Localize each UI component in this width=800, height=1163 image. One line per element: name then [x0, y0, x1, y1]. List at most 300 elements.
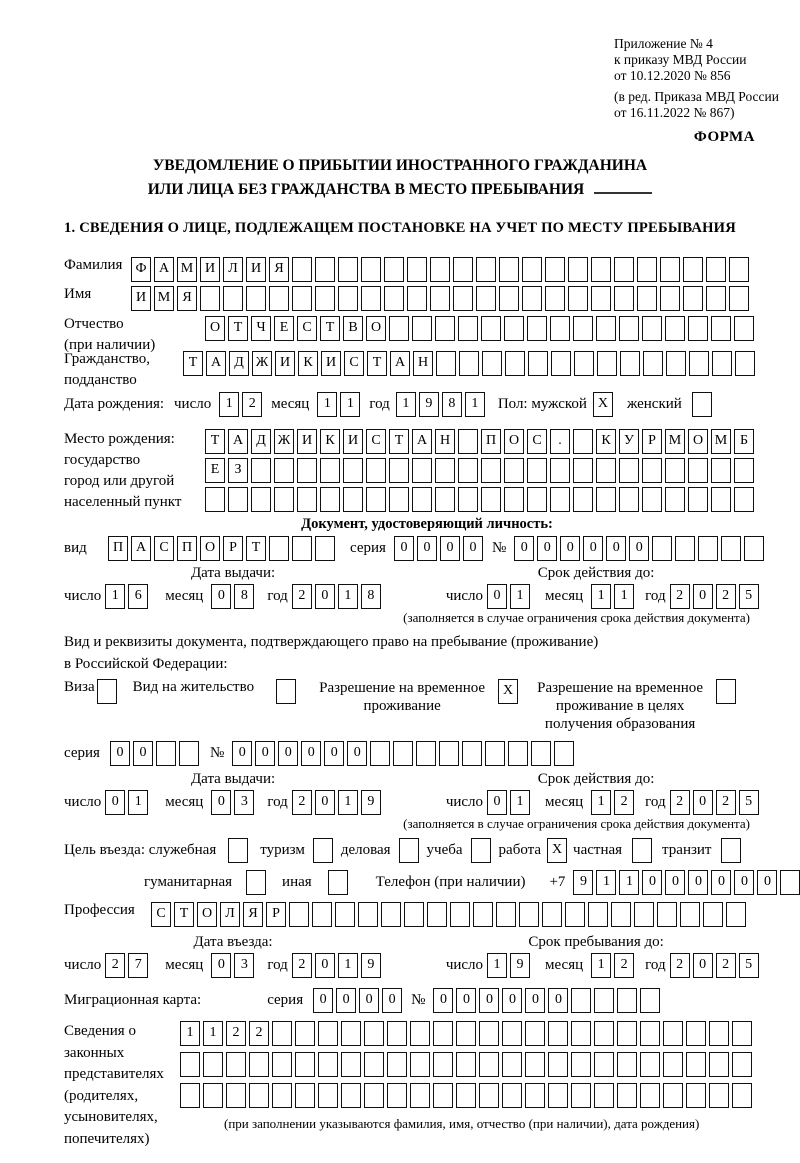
char-cell[interactable]: 5: [739, 790, 759, 815]
char-cell[interactable]: 0: [105, 790, 125, 815]
char-cell[interactable]: [315, 257, 335, 282]
char-cell[interactable]: 0: [629, 536, 649, 561]
char-cell[interactable]: [712, 351, 732, 376]
char-cell[interactable]: О: [205, 316, 225, 341]
char-cell[interactable]: З: [228, 458, 248, 483]
char-cell[interactable]: [634, 902, 654, 927]
char-cell[interactable]: [591, 286, 611, 311]
char-cell[interactable]: [297, 458, 317, 483]
char-cell[interactable]: [251, 487, 271, 512]
char-cell[interactable]: [387, 1021, 407, 1046]
char-cell[interactable]: [554, 741, 574, 766]
char-cell[interactable]: Е: [274, 316, 294, 341]
char-cell[interactable]: 2: [670, 584, 690, 609]
char-cell[interactable]: И: [200, 257, 220, 282]
char-cell[interactable]: 0: [606, 536, 626, 561]
char-cell[interactable]: [318, 1052, 338, 1077]
char-cell[interactable]: И: [246, 257, 266, 282]
char-cell[interactable]: О: [366, 316, 386, 341]
char-cell[interactable]: [640, 1083, 660, 1108]
char-cell[interactable]: [295, 1021, 315, 1046]
char-cell[interactable]: [522, 257, 542, 282]
char-cell[interactable]: [226, 1083, 246, 1108]
char-cell[interactable]: [617, 988, 637, 1013]
purpose-work-checkbox[interactable]: X: [547, 838, 567, 863]
char-cell[interactable]: 5: [739, 953, 759, 978]
char-cell[interactable]: [320, 487, 340, 512]
char-cell[interactable]: [456, 1021, 476, 1046]
char-cell[interactable]: С: [366, 429, 386, 454]
char-cell[interactable]: 0: [642, 870, 662, 895]
char-cell[interactable]: [663, 1052, 683, 1077]
char-cell[interactable]: [479, 1021, 499, 1046]
char-cell[interactable]: [249, 1083, 269, 1108]
char-cell[interactable]: Т: [228, 316, 248, 341]
char-cell[interactable]: К: [320, 429, 340, 454]
char-cell[interactable]: [180, 1083, 200, 1108]
char-cell[interactable]: [596, 316, 616, 341]
purpose-other-checkbox[interactable]: [328, 870, 348, 895]
char-cell[interactable]: [297, 487, 317, 512]
female-checkbox[interactable]: [692, 392, 712, 417]
char-cell[interactable]: [505, 351, 525, 376]
char-cell[interactable]: Б: [734, 429, 754, 454]
char-cell[interactable]: [665, 458, 685, 483]
char-cell[interactable]: [318, 1021, 338, 1046]
char-cell[interactable]: [531, 741, 551, 766]
char-cell[interactable]: П: [177, 536, 197, 561]
char-cell[interactable]: [734, 458, 754, 483]
char-cell[interactable]: [453, 286, 473, 311]
char-cell[interactable]: [519, 902, 539, 927]
char-cell[interactable]: [706, 286, 726, 311]
char-cell[interactable]: 0: [110, 741, 130, 766]
char-cell[interactable]: [729, 286, 749, 311]
char-cell[interactable]: Ж: [274, 429, 294, 454]
char-cell[interactable]: [502, 1083, 522, 1108]
char-cell[interactable]: 2: [670, 790, 690, 815]
char-cell[interactable]: [780, 870, 800, 895]
char-cell[interactable]: 1: [619, 870, 639, 895]
char-cell[interactable]: 0: [359, 988, 379, 1013]
char-cell[interactable]: 0: [315, 953, 335, 978]
char-cell[interactable]: [683, 286, 703, 311]
char-cell[interactable]: [407, 286, 427, 311]
char-cell[interactable]: А: [412, 429, 432, 454]
char-cell[interactable]: 1: [338, 584, 358, 609]
char-cell[interactable]: 1: [591, 584, 611, 609]
char-cell[interactable]: 0: [211, 953, 231, 978]
char-cell[interactable]: А: [390, 351, 410, 376]
char-cell[interactable]: Е: [205, 458, 225, 483]
char-cell[interactable]: И: [275, 351, 295, 376]
char-cell[interactable]: 1: [614, 584, 634, 609]
char-cell[interactable]: [617, 1083, 637, 1108]
char-cell[interactable]: О: [200, 536, 220, 561]
purpose-transit-checkbox[interactable]: [721, 838, 741, 863]
char-cell[interactable]: Ч: [251, 316, 271, 341]
char-cell[interactable]: 0: [583, 536, 603, 561]
char-cell[interactable]: [614, 286, 634, 311]
residence-permit-checkbox[interactable]: [276, 679, 296, 704]
char-cell[interactable]: [711, 458, 731, 483]
char-cell[interactable]: [364, 1083, 384, 1108]
char-cell[interactable]: [407, 257, 427, 282]
char-cell[interactable]: О: [688, 429, 708, 454]
char-cell[interactable]: [688, 487, 708, 512]
char-cell[interactable]: [734, 316, 754, 341]
purpose-official-checkbox[interactable]: [228, 838, 248, 863]
temp-permit-checkbox[interactable]: X: [498, 679, 518, 704]
char-cell[interactable]: У: [619, 429, 639, 454]
char-cell[interactable]: 0: [211, 790, 231, 815]
char-cell[interactable]: [458, 429, 478, 454]
char-cell[interactable]: [663, 1021, 683, 1046]
char-cell[interactable]: 0: [548, 988, 568, 1013]
char-cell[interactable]: 0: [301, 741, 321, 766]
char-cell[interactable]: [637, 286, 657, 311]
char-cell[interactable]: С: [151, 902, 171, 927]
char-cell[interactable]: [689, 351, 709, 376]
char-cell[interactable]: 0: [313, 988, 333, 1013]
char-cell[interactable]: [527, 316, 547, 341]
char-cell[interactable]: 1: [317, 392, 337, 417]
char-cell[interactable]: [686, 1021, 706, 1046]
char-cell[interactable]: Я: [177, 286, 197, 311]
char-cell[interactable]: Л: [223, 257, 243, 282]
char-cell[interactable]: [620, 351, 640, 376]
char-cell[interactable]: [412, 487, 432, 512]
char-cell[interactable]: 0: [693, 953, 713, 978]
char-cell[interactable]: 0: [734, 870, 754, 895]
char-cell[interactable]: [364, 1021, 384, 1046]
char-cell[interactable]: [456, 1052, 476, 1077]
char-cell[interactable]: [573, 458, 593, 483]
char-cell[interactable]: [433, 1021, 453, 1046]
char-cell[interactable]: [485, 741, 505, 766]
char-cell[interactable]: 0: [394, 536, 414, 561]
char-cell[interactable]: [450, 902, 470, 927]
char-cell[interactable]: [200, 286, 220, 311]
char-cell[interactable]: [410, 1021, 430, 1046]
char-cell[interactable]: [341, 1021, 361, 1046]
char-cell[interactable]: К: [596, 429, 616, 454]
char-cell[interactable]: [680, 902, 700, 927]
char-cell[interactable]: [203, 1083, 223, 1108]
char-cell[interactable]: 0: [315, 584, 335, 609]
char-cell[interactable]: [711, 487, 731, 512]
char-cell[interactable]: [735, 351, 755, 376]
char-cell[interactable]: [571, 1052, 591, 1077]
char-cell[interactable]: [522, 286, 542, 311]
char-cell[interactable]: А: [154, 257, 174, 282]
char-cell[interactable]: 1: [465, 392, 485, 417]
char-cell[interactable]: [594, 1052, 614, 1077]
char-cell[interactable]: [249, 1052, 269, 1077]
char-cell[interactable]: [320, 458, 340, 483]
char-cell[interactable]: [228, 487, 248, 512]
char-cell[interactable]: А: [228, 429, 248, 454]
char-cell[interactable]: [292, 257, 312, 282]
char-cell[interactable]: [571, 988, 591, 1013]
char-cell[interactable]: [416, 741, 436, 766]
char-cell[interactable]: А: [131, 536, 151, 561]
char-cell[interactable]: [732, 1083, 752, 1108]
char-cell[interactable]: [573, 429, 593, 454]
char-cell[interactable]: [366, 487, 386, 512]
char-cell[interactable]: [663, 1083, 683, 1108]
char-cell[interactable]: 0: [347, 741, 367, 766]
char-cell[interactable]: [619, 316, 639, 341]
char-cell[interactable]: [410, 1052, 430, 1077]
char-cell[interactable]: [435, 487, 455, 512]
char-cell[interactable]: Н: [413, 351, 433, 376]
char-cell[interactable]: [732, 1052, 752, 1077]
char-cell[interactable]: [548, 1083, 568, 1108]
char-cell[interactable]: 9: [419, 392, 439, 417]
char-cell[interactable]: М: [177, 257, 197, 282]
char-cell[interactable]: [573, 487, 593, 512]
char-cell[interactable]: 1: [180, 1021, 200, 1046]
char-cell[interactable]: [456, 1083, 476, 1108]
char-cell[interactable]: [338, 286, 358, 311]
char-cell[interactable]: С: [527, 429, 547, 454]
char-cell[interactable]: [453, 257, 473, 282]
char-cell[interactable]: 0: [336, 988, 356, 1013]
char-cell[interactable]: 0: [324, 741, 344, 766]
char-cell[interactable]: С: [297, 316, 317, 341]
char-cell[interactable]: И: [131, 286, 151, 311]
char-cell[interactable]: [657, 902, 677, 927]
char-cell[interactable]: [439, 741, 459, 766]
char-cell[interactable]: 1: [510, 584, 530, 609]
char-cell[interactable]: [527, 487, 547, 512]
char-cell[interactable]: [364, 1052, 384, 1077]
char-cell[interactable]: 1: [596, 870, 616, 895]
char-cell[interactable]: 6: [128, 584, 148, 609]
char-cell[interactable]: [361, 257, 381, 282]
char-cell[interactable]: 8: [442, 392, 462, 417]
char-cell[interactable]: [292, 286, 312, 311]
char-cell[interactable]: 1: [338, 790, 358, 815]
char-cell[interactable]: [389, 487, 409, 512]
char-cell[interactable]: [272, 1052, 292, 1077]
char-cell[interactable]: [476, 286, 496, 311]
char-cell[interactable]: [698, 536, 718, 561]
char-cell[interactable]: [289, 902, 309, 927]
char-cell[interactable]: [642, 316, 662, 341]
char-cell[interactable]: А: [206, 351, 226, 376]
char-cell[interactable]: 0: [232, 741, 252, 766]
char-cell[interactable]: 0: [502, 988, 522, 1013]
char-cell[interactable]: [274, 487, 294, 512]
char-cell[interactable]: 3: [234, 790, 254, 815]
char-cell[interactable]: [591, 257, 611, 282]
char-cell[interactable]: [726, 902, 746, 927]
char-cell[interactable]: Т: [205, 429, 225, 454]
char-cell[interactable]: Д: [229, 351, 249, 376]
char-cell[interactable]: [640, 1052, 660, 1077]
char-cell[interactable]: [389, 458, 409, 483]
char-cell[interactable]: [660, 286, 680, 311]
char-cell[interactable]: 0: [382, 988, 402, 1013]
char-cell[interactable]: 0: [456, 988, 476, 1013]
char-cell[interactable]: [548, 1052, 568, 1077]
char-cell[interactable]: [665, 487, 685, 512]
char-cell[interactable]: С: [154, 536, 174, 561]
char-cell[interactable]: [203, 1052, 223, 1077]
char-cell[interactable]: [458, 487, 478, 512]
char-cell[interactable]: 8: [234, 584, 254, 609]
char-cell[interactable]: Я: [243, 902, 263, 927]
char-cell[interactable]: [223, 286, 243, 311]
char-cell[interactable]: [594, 1083, 614, 1108]
char-cell[interactable]: 1: [487, 953, 507, 978]
char-cell[interactable]: [640, 988, 660, 1013]
char-cell[interactable]: 2: [242, 392, 262, 417]
char-cell[interactable]: [642, 458, 662, 483]
char-cell[interactable]: [660, 257, 680, 282]
char-cell[interactable]: 0: [479, 988, 499, 1013]
char-cell[interactable]: 0: [255, 741, 275, 766]
char-cell[interactable]: 1: [105, 584, 125, 609]
char-cell[interactable]: [565, 902, 585, 927]
char-cell[interactable]: 9: [573, 870, 593, 895]
char-cell[interactable]: [703, 902, 723, 927]
char-cell[interactable]: [318, 1083, 338, 1108]
char-cell[interactable]: [550, 458, 570, 483]
char-cell[interactable]: М: [711, 429, 731, 454]
char-cell[interactable]: [358, 902, 378, 927]
char-cell[interactable]: [481, 316, 501, 341]
char-cell[interactable]: 1: [591, 953, 611, 978]
char-cell[interactable]: [619, 458, 639, 483]
char-cell[interactable]: 2: [716, 790, 736, 815]
char-cell[interactable]: [675, 536, 695, 561]
char-cell[interactable]: [527, 458, 547, 483]
char-cell[interactable]: [594, 1021, 614, 1046]
char-cell[interactable]: [458, 316, 478, 341]
char-cell[interactable]: [226, 1052, 246, 1077]
char-cell[interactable]: 8: [361, 584, 381, 609]
char-cell[interactable]: [525, 1021, 545, 1046]
char-cell[interactable]: [711, 316, 731, 341]
char-cell[interactable]: Д: [251, 429, 271, 454]
char-cell[interactable]: Н: [435, 429, 455, 454]
char-cell[interactable]: [436, 351, 456, 376]
char-cell[interactable]: [545, 257, 565, 282]
char-cell[interactable]: [508, 741, 528, 766]
char-cell[interactable]: [686, 1083, 706, 1108]
char-cell[interactable]: [366, 458, 386, 483]
char-cell[interactable]: [274, 458, 294, 483]
char-cell[interactable]: [504, 487, 524, 512]
char-cell[interactable]: [384, 257, 404, 282]
char-cell[interactable]: [427, 902, 447, 927]
char-cell[interactable]: [528, 351, 548, 376]
char-cell[interactable]: [568, 257, 588, 282]
char-cell[interactable]: 0: [560, 536, 580, 561]
char-cell[interactable]: [458, 458, 478, 483]
char-cell[interactable]: [551, 351, 571, 376]
char-cell[interactable]: [637, 257, 657, 282]
char-cell[interactable]: 0: [688, 870, 708, 895]
char-cell[interactable]: 2: [716, 953, 736, 978]
char-cell[interactable]: [387, 1083, 407, 1108]
char-cell[interactable]: [370, 741, 390, 766]
char-cell[interactable]: 2: [670, 953, 690, 978]
char-cell[interactable]: 0: [665, 870, 685, 895]
char-cell[interactable]: [473, 902, 493, 927]
char-cell[interactable]: 0: [133, 741, 153, 766]
char-cell[interactable]: [525, 1083, 545, 1108]
char-cell[interactable]: И: [321, 351, 341, 376]
char-cell[interactable]: [542, 902, 562, 927]
char-cell[interactable]: [430, 286, 450, 311]
char-cell[interactable]: 0: [514, 536, 534, 561]
male-checkbox[interactable]: X: [593, 392, 613, 417]
char-cell[interactable]: Ж: [252, 351, 272, 376]
char-cell[interactable]: [315, 286, 335, 311]
char-cell[interactable]: Р: [642, 429, 662, 454]
char-cell[interactable]: 1: [591, 790, 611, 815]
char-cell[interactable]: [614, 257, 634, 282]
char-cell[interactable]: [545, 286, 565, 311]
char-cell[interactable]: 2: [292, 953, 312, 978]
char-cell[interactable]: [412, 458, 432, 483]
char-cell[interactable]: [709, 1021, 729, 1046]
char-cell[interactable]: [619, 487, 639, 512]
char-cell[interactable]: 1: [396, 392, 416, 417]
char-cell[interactable]: [292, 536, 312, 561]
char-cell[interactable]: Р: [266, 902, 286, 927]
char-cell[interactable]: [502, 1021, 522, 1046]
char-cell[interactable]: [433, 1052, 453, 1077]
char-cell[interactable]: [412, 316, 432, 341]
char-cell[interactable]: [295, 1052, 315, 1077]
char-cell[interactable]: 0: [440, 536, 460, 561]
char-cell[interactable]: [504, 316, 524, 341]
char-cell[interactable]: Т: [320, 316, 340, 341]
char-cell[interactable]: [571, 1083, 591, 1108]
char-cell[interactable]: О: [504, 429, 524, 454]
char-cell[interactable]: [525, 1052, 545, 1077]
char-cell[interactable]: К: [298, 351, 318, 376]
char-cell[interactable]: 0: [757, 870, 777, 895]
char-cell[interactable]: [156, 741, 176, 766]
char-cell[interactable]: [706, 257, 726, 282]
char-cell[interactable]: [683, 257, 703, 282]
char-cell[interactable]: [643, 351, 663, 376]
char-cell[interactable]: [384, 286, 404, 311]
char-cell[interactable]: [504, 458, 524, 483]
char-cell[interactable]: [180, 1052, 200, 1077]
char-cell[interactable]: [688, 316, 708, 341]
char-cell[interactable]: [568, 286, 588, 311]
char-cell[interactable]: [404, 902, 424, 927]
char-cell[interactable]: [652, 536, 672, 561]
char-cell[interactable]: [597, 351, 617, 376]
char-cell[interactable]: 2: [614, 953, 634, 978]
char-cell[interactable]: 2: [292, 790, 312, 815]
char-cell[interactable]: [410, 1083, 430, 1108]
char-cell[interactable]: Т: [246, 536, 266, 561]
char-cell[interactable]: [596, 487, 616, 512]
char-cell[interactable]: Т: [174, 902, 194, 927]
visa-checkbox[interactable]: [97, 679, 117, 704]
char-cell[interactable]: 1: [340, 392, 360, 417]
char-cell[interactable]: 1: [338, 953, 358, 978]
